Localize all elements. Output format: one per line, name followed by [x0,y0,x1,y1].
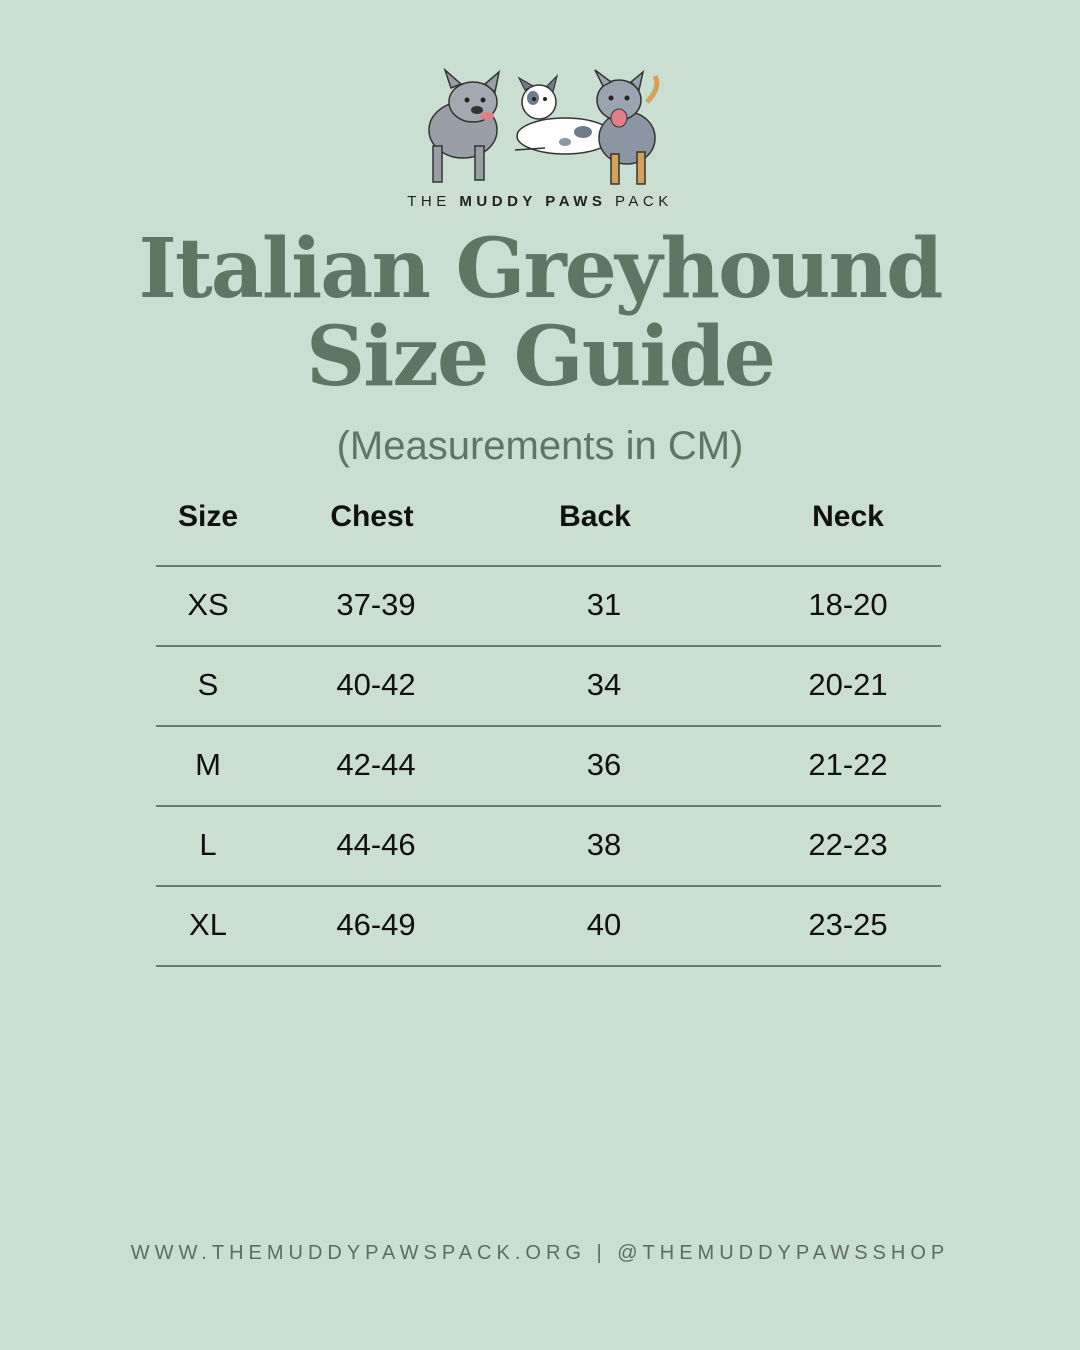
neck-cell: 23-25 [808,907,888,942]
table-row [156,647,941,727]
brand-name [0,193,1080,210]
header-chest: Chest [330,500,414,533]
table-row [156,887,941,967]
size-cell: XL [189,907,227,942]
chest-cell: 37-39 [336,587,416,622]
header-size: Size [177,500,239,533]
title-line-2: Size Guide [306,309,774,405]
header-back: Back [559,500,631,533]
chest-cell: 44-46 [336,827,416,862]
neck-cell: 20-21 [808,667,888,702]
size-table [156,490,941,967]
size-cell: L [199,827,217,862]
brand-light-word: PACK [615,193,673,210]
bulldog-icon [429,70,499,182]
brand-bold-word: MUDDY PAWS [459,193,607,210]
back-cell: 38 [586,827,622,862]
chest-cell: 46-49 [336,907,416,942]
table-row [156,727,941,807]
size-cell: M [195,747,221,782]
size-cell: S [197,667,219,702]
table-header-row [156,490,941,567]
table-row [156,807,941,887]
header-neck: Neck [812,500,884,533]
back-cell: 34 [586,667,622,702]
title-line-1: Italian Greyhound [138,221,942,317]
neck-cell: 18-20 [808,587,888,622]
standing-dog-icon [595,70,657,184]
table-row [156,567,941,647]
brand-light-word: THE [407,193,451,210]
lying-dog-icon [515,76,613,154]
three-dogs-illustration-icon [415,68,665,192]
page-title [0,221,1080,405]
footer-links: WWW.THEMUDDYPAWSPACK.ORG | @THEMUDDYPAWSSHOP [130,1242,950,1264]
neck-cell: 22-23 [808,827,888,862]
neck-cell: 21-22 [808,747,888,782]
units-subtitle: (Measurements in CM) [336,424,744,468]
back-cell: 31 [586,587,622,622]
chest-cell: 42-44 [336,747,416,782]
back-cell: 40 [586,907,622,942]
chest-cell: 40-42 [336,667,416,702]
size-cell: XS [187,587,229,622]
back-cell: 36 [586,747,622,782]
